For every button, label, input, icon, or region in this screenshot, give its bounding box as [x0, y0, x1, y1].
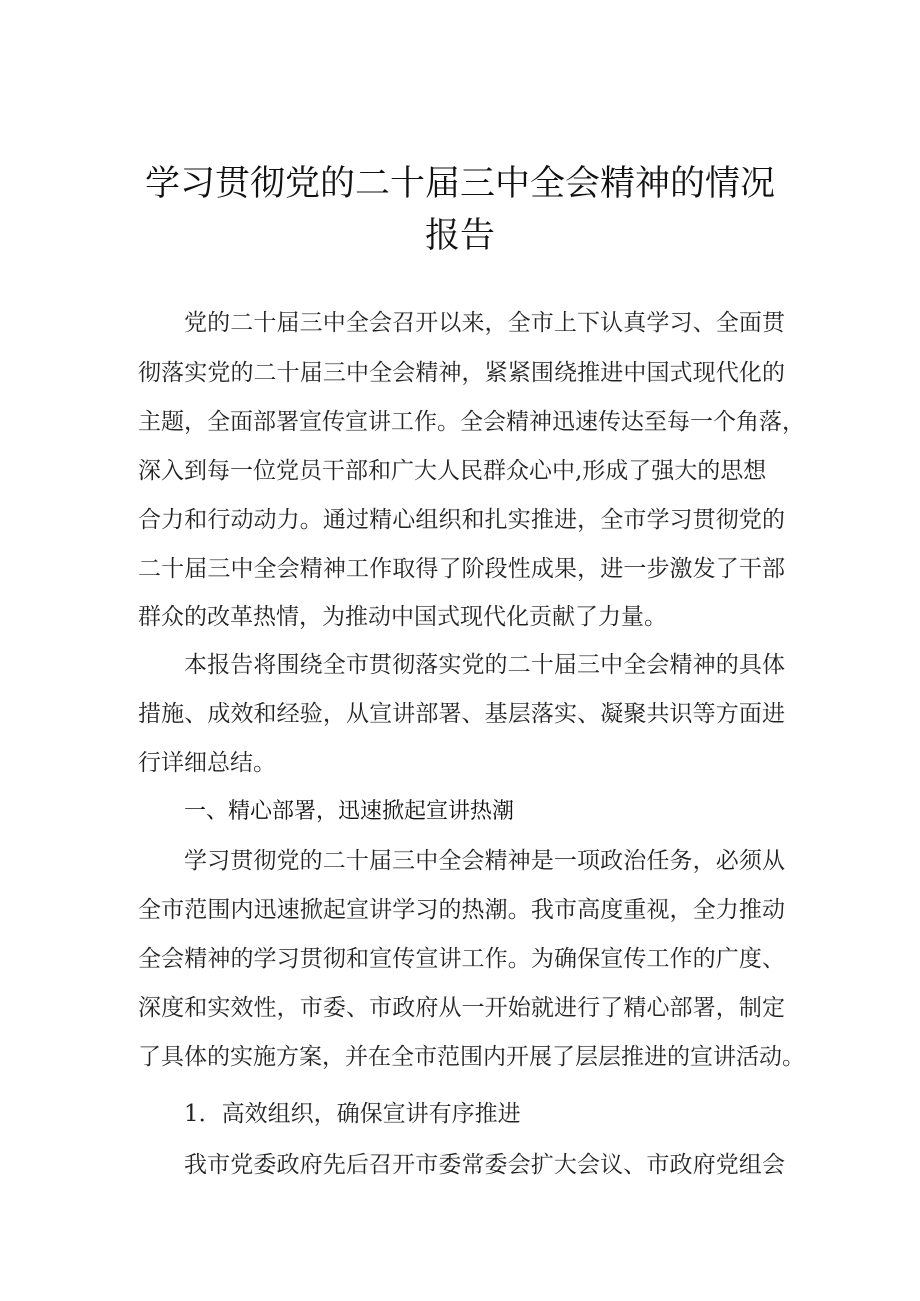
paragraph-line: 了具体的实施方案，并在全市范围内开展了层层推进的宣讲活动。 — [138, 1044, 805, 1070]
section-heading: 一、精心部署，迅速掀起宣讲热潮 — [184, 799, 515, 824]
paragraph-line: 群众的改革热情，为推动中国式现代化贡献了力量。 — [138, 604, 667, 630]
paragraph-line: 深度和实效性，市委、市政府从一开始就进行了精心部署，制定 — [138, 995, 785, 1021]
subsection-heading: 1．高效组织，确保宣讲有序推进 — [184, 1101, 521, 1127]
paragraph-line: 本报告将围绕全市贯彻落实党的二十届三中全会精神的具体 — [184, 652, 785, 678]
paragraph-line: 二十届三中全会精神工作取得了阶段性成果，进一步激发了干部 — [138, 556, 785, 582]
paragraph-line: 党的二十届三中全会召开以来，全市上下认真学习、全面贯 — [184, 310, 785, 336]
paragraph-line: 彻落实党的二十届三中全会精神，紧紧围绕推进中国式现代化的 — [138, 360, 785, 386]
paragraph-line: 我市党委政府先后召开市委常委会扩大会议、市政府党组会 — [184, 1152, 785, 1178]
paragraph-line: 措施、成效和经验，从宣讲部署、基层落实、凝聚共识等方面进 — [138, 701, 785, 727]
paragraph-line: 深入到每一位党员干部和广大人民群众心中,形成了强大的思想 — [138, 458, 767, 484]
paragraph-line: 合力和行动动力。通过精心组织和扎实推进，全市学习贯彻党的 — [138, 507, 785, 533]
paragraph-line: 全市范围内迅速掀起宣讲学习的热潮。我市高度重视，全力推动 — [138, 897, 785, 923]
paragraph-line: 行详细总结。 — [138, 750, 276, 776]
paragraph-line: 主题，全面部署宣传宣讲工作。全会精神迅速传达至每一个角落， — [138, 409, 805, 435]
paragraph-line: 学习贯彻党的二十届三中全会精神是一项政治任务，必须从 — [184, 848, 785, 874]
document-title-continued: 报告 — [424, 216, 495, 256]
paragraph-line: 全会精神的学习贯彻和宣传宣讲工作。为确保宣传工作的广度、 — [138, 946, 785, 972]
document-title: 学习贯彻党的二十届三中全会精神的情况 — [144, 164, 775, 204]
